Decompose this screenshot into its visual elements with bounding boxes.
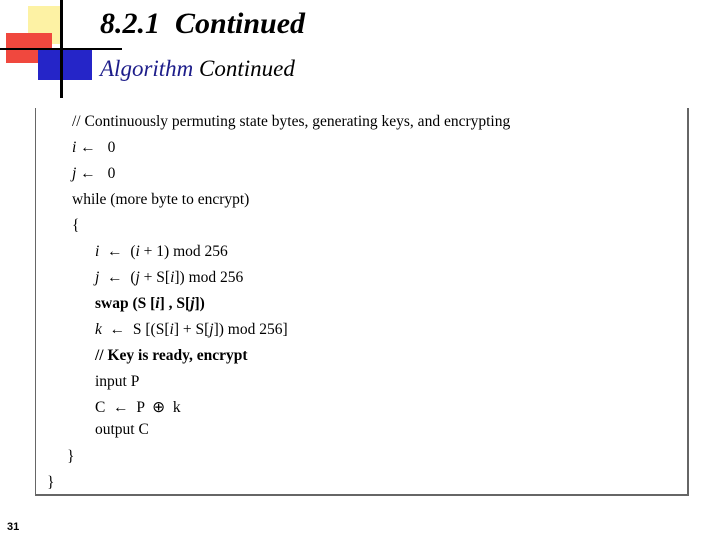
- code-key-comment: // Key is ready, encrypt: [95, 347, 248, 364]
- code-close-inner-brace: }: [67, 448, 75, 465]
- code-j-init: j ← 0: [72, 165, 116, 182]
- page-number: 31: [7, 521, 20, 533]
- code-open-brace: {: [72, 217, 80, 234]
- code-comment: // Continuously permuting state bytes, generating keys, and encrypting: [72, 113, 511, 130]
- code-close-outer-brace: }: [47, 474, 55, 491]
- slide-title: 8.2.1 Continued: [100, 7, 306, 40]
- code-j-update: j ← (j + S[i]) mod 256: [95, 269, 244, 286]
- code-input: input P: [95, 373, 140, 390]
- code-output: output C: [95, 421, 149, 438]
- code-swap: swap (S [i] , S[j]): [95, 295, 205, 312]
- code-while: while (more byte to encrypt): [72, 191, 250, 208]
- code-i-update: i ← (i + 1) mod 256: [95, 243, 228, 260]
- code-k-update: k ← S [(S[i] + S[j]) mod 256]: [95, 321, 288, 338]
- subtitle-accent: Algorithm: [100, 56, 194, 81]
- code-encrypt: C ← P ⊕ k: [95, 399, 181, 416]
- subtitle-rest: Continued: [193, 56, 295, 81]
- code-i-init: i ← 0: [72, 139, 116, 156]
